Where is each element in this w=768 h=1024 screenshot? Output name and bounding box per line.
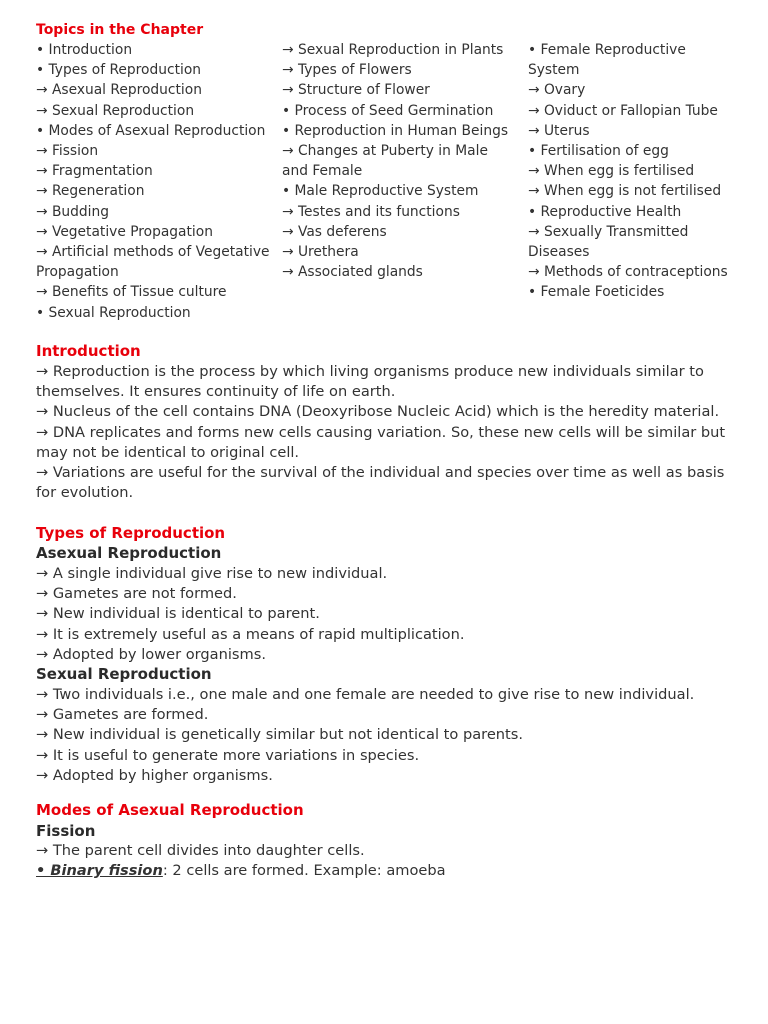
asexual-list	[36, 564, 736, 665]
topic-item: → When egg is fertilised	[528, 163, 695, 180]
topic-item: → Artificial methods of Vegetative Propagation	[36, 244, 270, 281]
topic-item: • Reproductive Health	[528, 203, 682, 220]
paragraph: → Nucleus of the cell contains DNA (Deoxyribose Nucleic Acid) which is the heredity material.	[36, 403, 720, 421]
topic-item: • Female Foeticides	[528, 284, 665, 301]
topic-item: → Associated glands	[282, 264, 423, 281]
paragraph: → DNA replicates and forms new cells causing variation. So, these new cells will be similar but may not be identical to original cell.	[36, 423, 726, 461]
topic-item: • Process of Seed Germination	[282, 102, 494, 119]
paragraph: → The parent cell divides into daughter cells.	[36, 842, 365, 859]
topics-column-3	[528, 40, 738, 303]
list-item: → Gametes are formed.	[36, 706, 209, 724]
topics-heading: Topics in the Chapter	[36, 22, 204, 38]
topic-item: → Vegetative Propagation	[36, 223, 213, 240]
topics-column-2	[282, 40, 518, 282]
binary-fission-text: : 2 cells are formed. Example: amoeba	[162, 862, 446, 880]
topic-item: → Fragmentation	[36, 163, 153, 180]
binary-fission-line	[36, 861, 736, 881]
topic-item: • Modes of Asexual Reproduction	[36, 122, 266, 139]
topic-item: • Fertilisation of egg	[528, 143, 669, 160]
topic-item: • Sexual Reproduction	[36, 304, 191, 321]
asexual-heading: Asexual Reproduction	[36, 544, 222, 562]
introduction-heading: Introduction	[36, 342, 141, 360]
list-item: → Two individuals i.e., one male and one female are needed to give rise to new individual.	[36, 686, 695, 703]
sexual-heading: Sexual Reproduction	[36, 665, 212, 683]
binary-fission-term: • Binary fission	[36, 862, 163, 880]
topic-item: • Types of Reproduction	[36, 62, 202, 79]
topic-item: • Introduction	[36, 42, 133, 58]
list-item: → New individual is identical to parent.	[36, 605, 320, 623]
topic-item: → Ovary	[528, 82, 586, 99]
paragraph: → Variations are useful for the survival of the individual and species over time as well as basis for evolution.	[36, 464, 725, 502]
list-item: → It is extremely useful as a means of rapid multiplication.	[36, 625, 465, 643]
topic-item: • Male Reproductive System	[282, 183, 479, 200]
topic-item: → Oviduct or Fallopian Tube	[528, 102, 718, 119]
topic-item: → Types of Flowers	[282, 62, 412, 79]
paragraph: → Reproduction is the process by which living organisms produce new individuals similar to themselves. It ensures continuity of life on earth.	[36, 363, 704, 401]
list-item: → Adopted by lower organisms.	[36, 645, 266, 663]
topic-item: → Sexually Transmitted Diseases	[528, 223, 689, 261]
introduction-body	[36, 362, 736, 503]
topic-item: → When egg is not fertilised	[528, 183, 722, 200]
fission-heading: Fission	[36, 822, 96, 840]
topic-item: → Urethera	[282, 244, 359, 261]
topic-item: → Budding	[36, 203, 110, 220]
list-item: → Gametes are not formed.	[36, 585, 237, 603]
modes-heading: Modes of Asexual Reproduction	[36, 801, 304, 819]
list-item: → New individual is genetically similar but not identical to parents.	[36, 726, 524, 744]
topic-item: • Reproduction in Human Beings	[282, 122, 509, 139]
list-item: → It is useful to generate more variations in species.	[36, 746, 420, 764]
topics-column-1	[36, 40, 272, 323]
topic-item: • Female Reproductive System	[528, 42, 686, 79]
topic-item: → Sexual Reproduction	[36, 102, 195, 119]
list-item: → A single individual give rise to new individual.	[36, 565, 388, 582]
topic-item: → Fission	[36, 143, 99, 160]
topic-item: → Uterus	[528, 122, 590, 139]
topic-item: → Vas deferens	[282, 223, 387, 240]
topics-list	[36, 40, 736, 346]
types-heading: Types of Reproduction	[36, 524, 226, 542]
topic-item: → Benefits of Tissue culture	[36, 284, 227, 301]
topic-item: → Sexual Reproduction in Plants	[282, 42, 504, 58]
topic-item: → Testes and its functions	[282, 203, 460, 220]
list-item: → Adopted by higher organisms.	[36, 766, 273, 784]
topic-item: → Methods of contraceptions	[528, 264, 728, 281]
sexual-list	[36, 685, 736, 786]
topic-item: → Structure of Flower	[282, 82, 430, 99]
topic-item: → Regeneration	[36, 183, 145, 200]
topic-item: → Asexual Reproduction	[36, 82, 202, 99]
topic-item: → Changes at Puberty in Male and Female	[282, 143, 488, 180]
fission-body	[36, 841, 736, 881]
